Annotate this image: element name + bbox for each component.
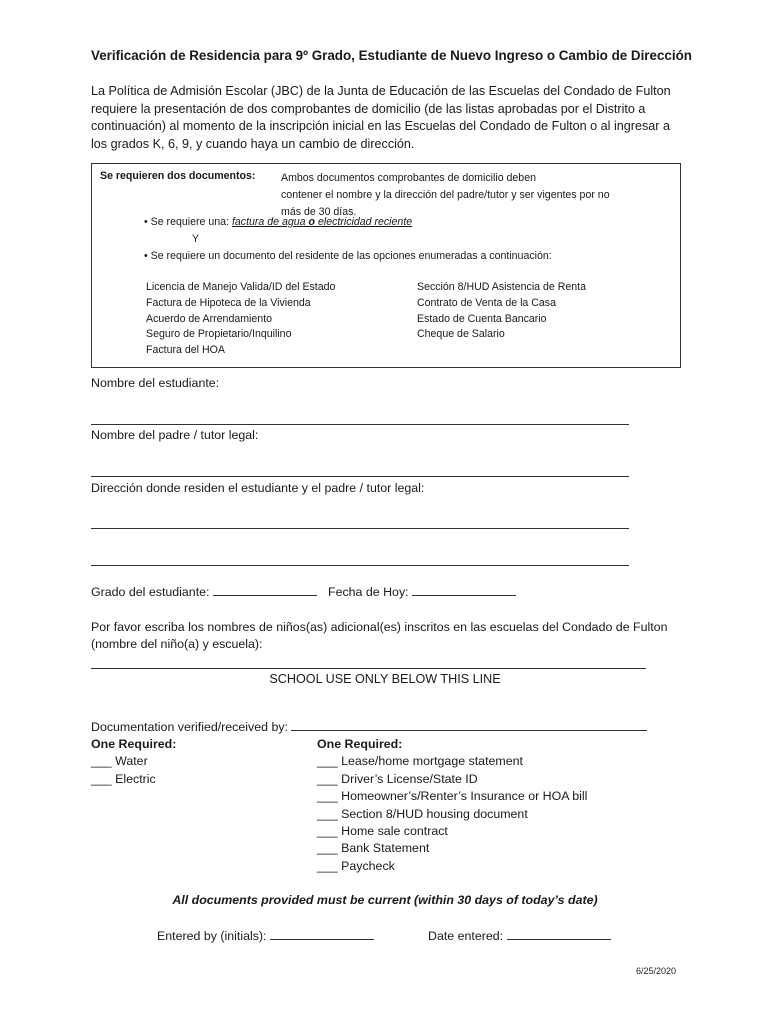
parent-name-label: Nombre del padre / tutor legal: xyxy=(91,428,259,442)
bullet-utility-bill xyxy=(144,216,412,228)
checklist-item[interactable]: ___ Lease/home mortgage statement xyxy=(317,754,523,769)
note-line: más de 30 días. xyxy=(281,206,357,218)
parent-name-line[interactable] xyxy=(91,476,629,477)
grade-field xyxy=(91,584,317,599)
intro-line: La Política de Admisión Escolar (JBC) de la Junta de Educación de las Escuelas del Condado de Fulton xyxy=(91,84,671,98)
option-item: Estado de Cuenta Bancario xyxy=(417,312,547,325)
resident-doc-required-list xyxy=(317,736,587,875)
verified-label: Documentation verified/received by: xyxy=(91,720,288,734)
utility-required-list xyxy=(91,736,176,788)
today-date-blank[interactable] xyxy=(412,584,516,596)
grade-blank[interactable] xyxy=(213,584,317,596)
note-line: contener el nombre y la dirección del padre/tutor y ser vigentes por no xyxy=(281,189,610,201)
checklist-item[interactable]: ___ Home sale contract xyxy=(317,824,448,839)
checklist-item[interactable]: ___ Section 8/HUD housing document xyxy=(317,806,528,821)
water-bill-text: factura de agua xyxy=(231,216,309,228)
student-name-label: Nombre del estudiante: xyxy=(91,376,220,390)
checklist-item[interactable]: ___ Bank Statement xyxy=(317,841,430,856)
required-label: Se requieren dos documentos: xyxy=(100,170,256,182)
checklist-item[interactable]: ___ Homeowner’s/Renter’s Insurance or HOA bill xyxy=(317,789,588,804)
today-date-field xyxy=(328,584,516,599)
option-item: Acuerdo de Arrendamiento xyxy=(146,312,273,325)
today-date-label: Fecha de Hoy: xyxy=(328,585,409,599)
option-item: Factura del HOA xyxy=(146,344,225,357)
checklist-item-water[interactable]: ___ Water xyxy=(91,754,148,769)
note-line: Ambos documentos comprobantes de domicilio deben xyxy=(281,172,536,184)
entered-by-blank[interactable] xyxy=(270,928,374,940)
student-name-line[interactable] xyxy=(91,424,629,425)
additional-children-prompt-2: (nombre del niño(a) y escuela): xyxy=(91,637,263,651)
option-item: Licencia de Manejo Valida/ID del Estado xyxy=(146,281,336,293)
option-item: Seguro de Propietario/Inquilino xyxy=(146,328,292,341)
address-label: Dirección donde residen el estudiante y el padre / tutor legal: xyxy=(91,481,425,495)
intro-line: los grados K, 6, 9, y cuando haya un cambio de dirección. xyxy=(91,136,415,151)
option-item: Sección 8/HUD Asistencia de Renta xyxy=(417,281,586,293)
checklist-item-electric[interactable]: ___ Electric xyxy=(91,771,156,786)
option-item: Factura de Hipoteca de la Vivienda xyxy=(146,296,311,309)
verified-blank[interactable] xyxy=(291,719,647,731)
checklist-item[interactable]: ___ Paycheck xyxy=(317,858,395,873)
and-connector: Y xyxy=(192,233,200,245)
date-entered-field xyxy=(428,928,611,943)
resident-required-header: One Required: xyxy=(317,737,403,751)
options-left-column xyxy=(146,280,335,359)
bullet-resident-doc: • Se requiere un documento del residente de las opciones enumeradas a continuación: xyxy=(144,250,552,262)
options-right-column xyxy=(417,280,586,343)
entered-by-label: Entered by (initials): xyxy=(157,929,267,943)
intro-paragraph xyxy=(91,83,671,153)
intro-line: continuación) al momento de la inscripción inicial en las Escuelas del Condado de Fulton o al ingresar a xyxy=(91,119,670,134)
intro-line: requiere la presentación de dos comprobantes de domicilio (de las listas aprobadas por el Distrito a xyxy=(91,101,646,116)
additional-children-line[interactable] xyxy=(91,668,646,669)
checklist-item[interactable]: ___ Driver’s License/State ID xyxy=(317,771,478,786)
date-entered-label: Date entered: xyxy=(428,929,504,943)
or-text: o xyxy=(308,216,315,228)
date-entered-blank[interactable] xyxy=(507,928,611,940)
bullet-prefix: • Se requiere una: xyxy=(144,216,232,228)
verified-field xyxy=(91,719,647,734)
both-documents-note xyxy=(281,170,610,221)
additional-children-prompt: Por favor escriba los nombres de niños(as) adicional(es) inscritos en las escuelas del Condado de Fulton xyxy=(91,620,668,634)
all-documents-note: All documents provided must be current (within 30 days of today’s date) xyxy=(172,893,598,907)
school-use-heading: SCHOOL USE ONLY BELOW THIS LINE xyxy=(269,672,501,686)
option-item: Cheque de Salario xyxy=(417,328,505,341)
option-item: Contrato de Venta de la Casa xyxy=(417,296,556,309)
utility-required-header: One Required: xyxy=(91,737,177,751)
form-title: Verificación de Residencia para 9º Grado, Estudiante de Nuevo Ingreso o Cambio de Dirección xyxy=(91,48,692,63)
electric-bill-text: electricidad reciente xyxy=(315,216,413,228)
entered-by-field xyxy=(157,928,374,943)
form-revision-date: 6/25/2020 xyxy=(636,966,677,976)
address-line-1[interactable] xyxy=(91,528,629,529)
requirements-box xyxy=(91,163,681,368)
address-line-2[interactable] xyxy=(91,565,629,566)
grade-label: Grado del estudiante: xyxy=(91,585,210,599)
